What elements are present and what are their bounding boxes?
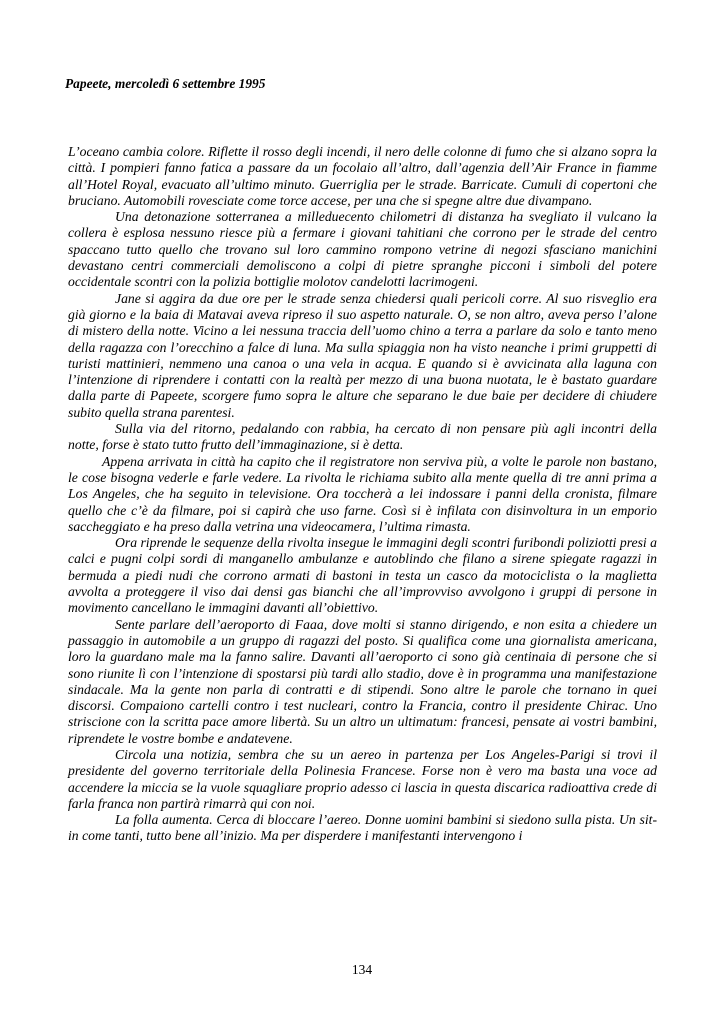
paragraph: La folla aumenta. Cerca di bloccare l’aereo. Donne uomini bambini si siedono sulla pista. Un sit-in come tanti, tutto bene all’inizio. Ma per disperdere i manifestanti intervengono i: [68, 812, 657, 844]
paragraph: L’oceano cambia colore. Riflette il rosso degli incendi, il nero delle colonne di fumo che si alzano sopra la città. I pompieri fanno fatica a passare da un focolaio all’altro, dall’agenzia dell’Air France in fiamme all’Hotel Royal, evacuato all’ultimo minuto. Guerriglia per le strade. Barricate. Cumuli di copertoni che bruciano. Automobili rovesciate come torce accese, per una che si spegne altre due divampano.: [68, 144, 657, 208]
page-number: 134: [351, 962, 373, 977]
paragraph: Jane si aggira da due ore per le strade senza chiedersi quali pericoli corre. Al suo risveglio era già giorno e la baia di Matavai aveva ripreso il suo aspetto naturale. O, se non altro, aveva perso l’alone di mistero della notte. Vicino a lei nessuna traccia dell’uomo chino a terra a parlare da solo e tanto meno della ragazza con l’orecchino a falce di luna. Ma sulla spiaggia non ha visto neanche i primi gruppetti di turisti mattinieri, nemmeno una canoa o una vela in acqua. E quando si è avvicinata alla laguna con l’intenzione di riprendere i contatti con la realtà per mezzo di una buona nuotata, le è bastato guardare dalla parte di Papeete, scorgere fumo sopra le alture che separano le due baie per decidere di chiudere subito quella strana parentesi.: [68, 290, 657, 420]
dateline-heading: Papeete, mercoledì 6 settembre 1995: [65, 76, 266, 91]
paragraph: Una detonazione sotterranea a milleduecento chilometri di distanza ha svegliato il vulcano la collera è esplosa nessuno riesce più a fermare i giovani tahitiani che corrono per le strade del centro spaccano tutto quello che trovano sul loro cammino rompono vetrine di negozi sfasciano manichini devastano centri commerciali demoliscono a colpi di pietre spranghe picconi i simboli del potere occidentale scontri con la polizia bottiglie molotov candelotti lacrimogeni.: [68, 209, 657, 290]
paragraph: Appena arrivata in città ha capito che il registratore non serviva più, a volte le parole non bastano, le cose bisogna vederle e farle vedere. La rivolta le richiama subito alla mente quella di tre anni prima a Los Angeles, che ha seguito in televisione. Ora toccherà a lei indossare i panni della cronista, filmare quello che c’è da filmare, poi si capirà che uso farne. Così si è infilata con disinvoltura in un emporio saccheggiato e ha preso dalla vetrina una videocamera, l’ultima rimasta.: [68, 453, 657, 534]
body-text: [68, 144, 657, 845]
paragraph: Ora riprende le sequenze della rivolta insegue le immagini degli scontri furibondi poliziotti presi a calci e pugni colpi sordi di manganello ambulanze e autoblindo che filano a sirene spiegate ragazzi in bermuda a piedi nudi che corrono armati di bastoni in testa un casco da motociclista o la maglietta avvolta a proteggere il viso dai densi gas bianchi che all’improvviso avvolgono i gruppi di persone in movimento cancellano le immagini davanti all’obiettivo.: [68, 535, 657, 616]
paragraph: Sulla via del ritorno, pedalando con rabbia, ha cercato di non pensare più agli incontri della notte, forse è stato tutto frutto dell’immaginazione, si è detta.: [68, 421, 657, 453]
paragraph: Circola una notizia, sembra che su un aereo in partenza per Los Angeles-Parigi si trovi il presidente del governo territoriale della Polinesia Francese. Forse non è vero ma basta una voce ad accendere la miccia se la vuole squagliare proprio adesso ci lascia in questa discarica radioattiva crede di farla franca non partirà rimarrà qui con noi.: [68, 746, 657, 811]
paragraph: Sente parlare dell’aeroporto di Faaa, dove molti si stanno dirigendo, e non esita a chiedere un passaggio in automobile a un gruppo di ragazzi del posto. Si qualifica come una giornalista americana, loro la guardano male ma la fanno salire. Davanti all’aeroporto ci sono già centinaia di persone che si sono riunite lì con l’intenzione di spostarsi più tardi allo stadio, dove è in programma una manifestazione sindacale. Ma la gente non parla di contratti e di stipendi. Sono altre le parole che tornano in quei discorsi. Compaiono cartelli contro i test nucleari, contro la Francia, contro il presidente Chirac. Uno striscione con la scritta pace amore libertà. Su un altro un ultimatum: francesi, pensate ai vostri bambini, riprendete le vostre bombe e andatevene.: [68, 616, 657, 746]
